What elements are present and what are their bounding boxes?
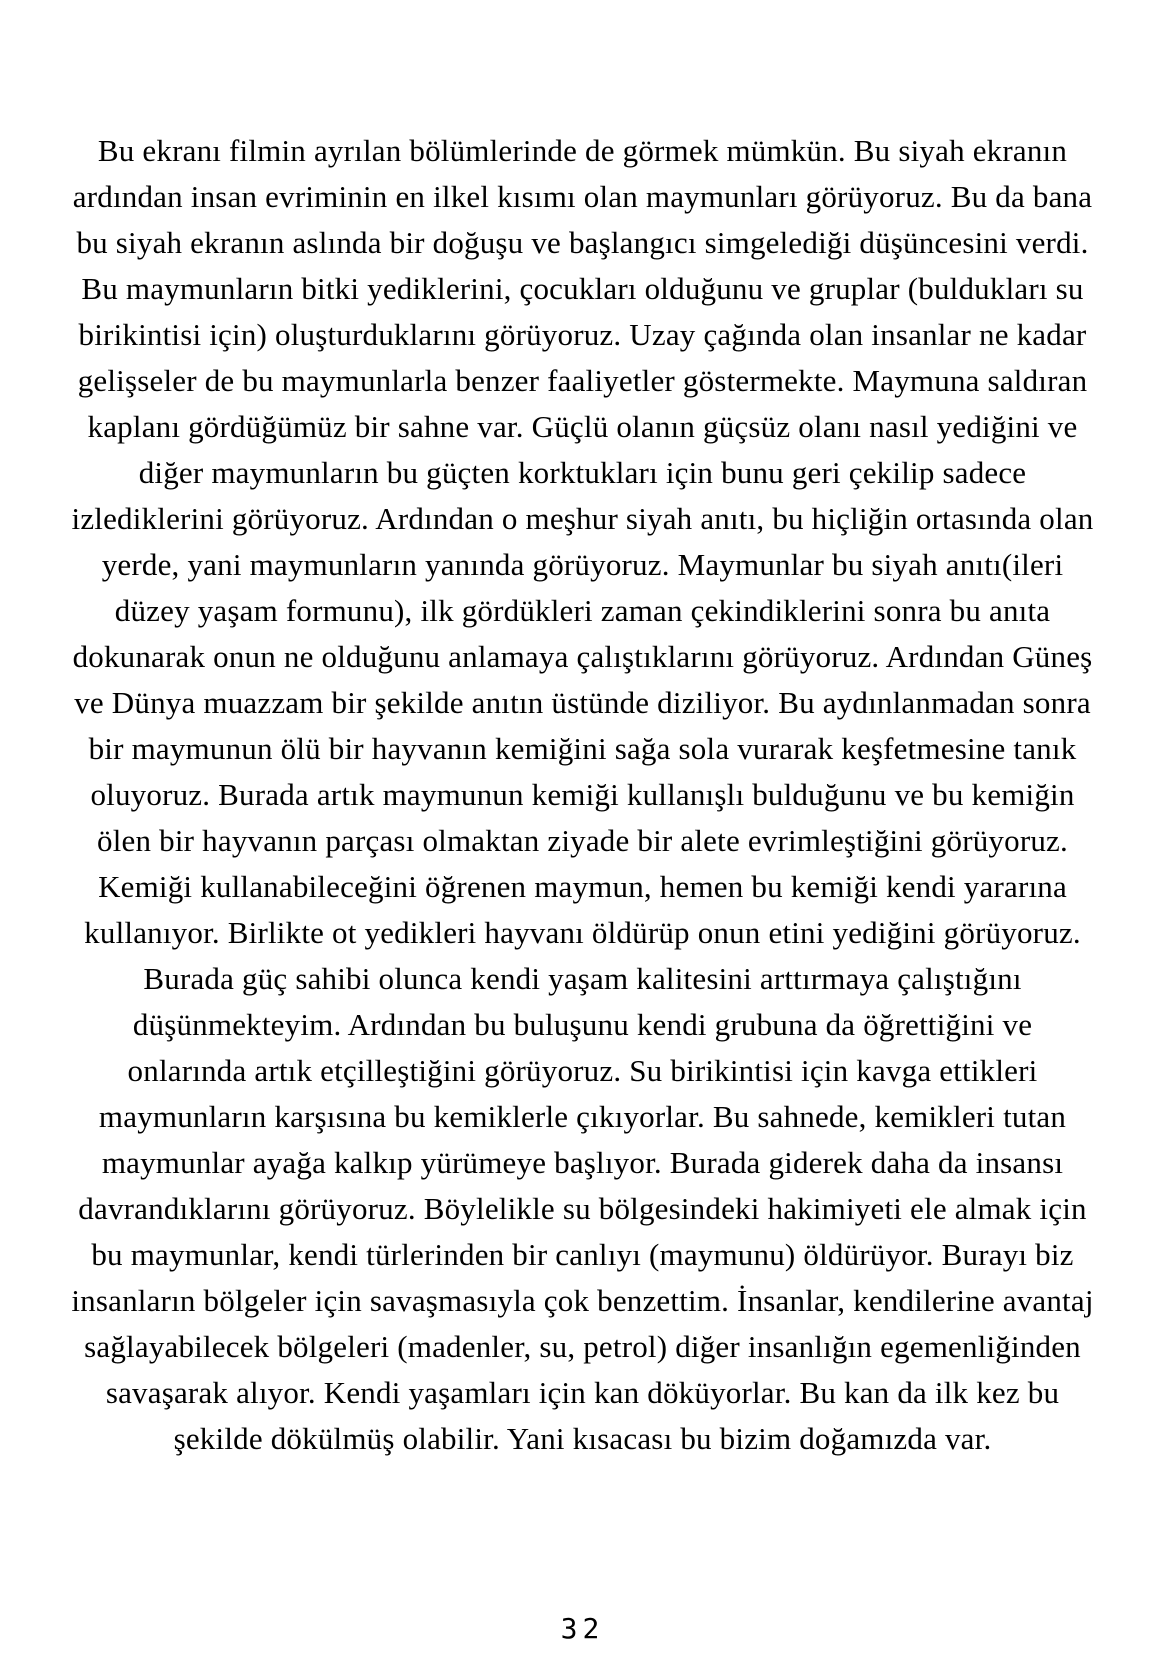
text-line: insanların bölgeler için savaşmasıyla çok benzettim. İnsanlar, kendilerine avantaj	[71, 1283, 1094, 1318]
text-line: Kemiği kullanabileceğini öğrenen maymun, hemen bu kemiği kendi yararına	[98, 869, 1067, 904]
text-line: onlarında artık etçilleştiğini görüyoruz. Su birikintisi için kavga ettikleri	[127, 1053, 1038, 1088]
text-line: bu maymunlar, kendi türlerinden bir canlıyı (maymunu) öldürüyor. Burayı biz	[91, 1237, 1074, 1272]
text-line: Burada güç sahibi olunca kendi yaşam kalitesini arttırmaya çalıştığını	[143, 961, 1022, 996]
text-line: savaşarak alıyor. Kendi yaşamları için kan döküyorlar. Bu kan da ilk kez bu	[105, 1375, 1060, 1410]
text-line: ve Dünya muazzam bir şekilde anıtın üstünde diziliyor. Bu aydınlanmadan sonra	[74, 685, 1091, 720]
text-line: gelişseler de bu maymunlarla benzer faaliyetler göstermekte. Maymuna saldıran	[77, 363, 1088, 398]
text-line: oluyoruz. Burada artık maymunun kemiği kullanışlı bulduğunu ve bu kemiğin	[90, 777, 1075, 812]
text-line: izlediklerini görüyoruz. Ardından o meşhur siyah anıtı, bu hiçliğin ortasında olan	[71, 501, 1094, 536]
text-line: Bu maymunların bitki yediklerini, çocukları olduğunu ve gruplar (buldukları su	[81, 271, 1084, 306]
text-line: bir maymunun ölü bir hayvanın kemiğini sağa sola vurarak keşfetmesine tanık	[88, 731, 1077, 766]
text-line: dokunarak onun ne olduğunu anlamaya çalıştıklarını görüyoruz. Ardından Güneş	[72, 639, 1093, 674]
text-line: ardından insan evriminin en ilkel kısımı olan maymunları görüyoruz. Bu da bana	[72, 179, 1093, 214]
text-line: bu siyah ekranın aslında bir doğuşu ve başlangıcı simgelediği düşüncesini verdi.	[76, 225, 1089, 260]
text-line: kaplanı gördüğümüz bir sahne var. Güçlü olanın güçsüz olanı nasıl yediğini ve	[87, 409, 1078, 444]
text-line: ölen bir hayvanın parçası olmaktan ziyade bir alete evrimleştiğini görüyoruz.	[97, 823, 1068, 858]
text-line: şekilde dökülmüş olabilir. Yani kısacası bu bizim doğamızda var.	[173, 1421, 992, 1456]
text-line: düşünmekteyim. Ardından bu buluşunu kendi grubuna da öğrettiğini ve	[132, 1007, 1033, 1042]
text-line: maymunlar ayağa kalkıp yürümeye başlıyor. Burada giderek daha da insansı	[101, 1145, 1064, 1180]
text-line: maymunların karşısına bu kemiklerle çıkıyorlar. Bu sahnede, kemikleri tutan	[98, 1099, 1067, 1134]
text-line: diğer maymunların bu güçten korktukları için bunu geri çekilip sadece	[138, 455, 1027, 490]
text-line: davrandıklarını görüyoruz. Böylelikle su bölgesindeki hakimiyeti ele almak için	[78, 1191, 1087, 1226]
text-line: Bu ekranı filmin ayrılan bölümlerinde de görmek mümkün. Bu siyah ekranın	[97, 133, 1068, 168]
text-line: kullanıyor. Birlikte ot yedikleri hayvanı öldürüp onun etini yediğini görüyoruz.	[84, 915, 1081, 950]
text-line: düzey yaşam formunu), ilk gördükleri zaman çekindiklerini sonra bu anıta	[114, 593, 1051, 628]
paragraph	[0, 128, 1165, 1462]
text-line: yerde, yani maymunların yanında görüyoruz. Maymunlar bu siyah anıtı(ileri	[101, 547, 1064, 582]
text-line: birikintisi için) oluşturduklarını görüyoruz. Uzay çağında olan insanlar ne kadar	[78, 317, 1087, 352]
page-number: 32	[560, 1612, 605, 1645]
text-line: sağlayabilecek bölgeleri (madenler, su, petrol) diğer insanlığın egemenliğinden	[84, 1329, 1081, 1364]
